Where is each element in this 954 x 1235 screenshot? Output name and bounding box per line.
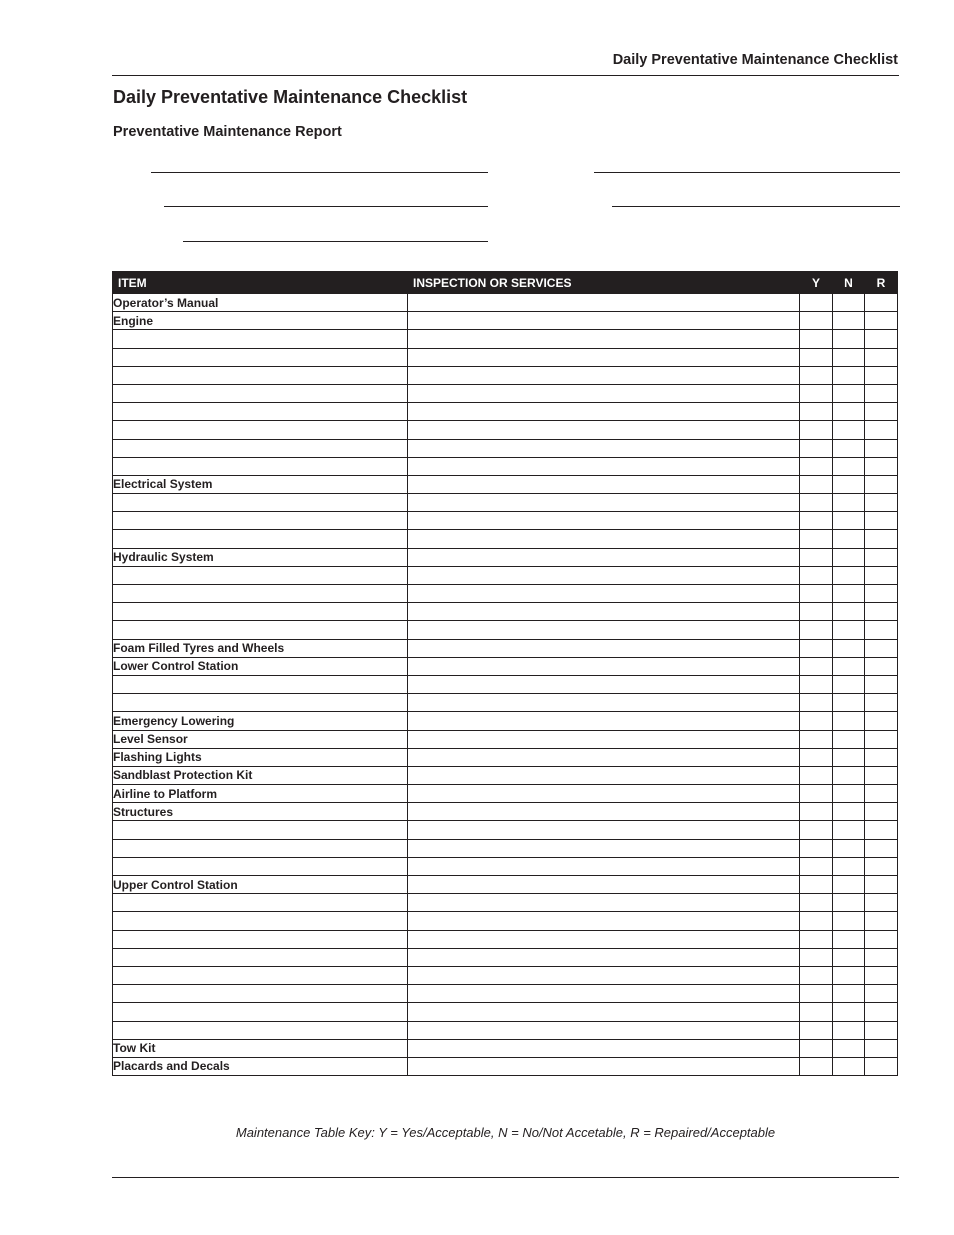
item-cell: Tow Kit: [113, 1039, 408, 1057]
y-checkbox-cell[interactable]: [800, 330, 833, 348]
sub-item-blank-cell[interactable]: [113, 894, 408, 912]
y-checkbox-cell[interactable]: [800, 312, 833, 330]
n-checkbox-cell[interactable]: [833, 366, 865, 384]
column-header-r: R: [865, 272, 898, 294]
table-row: [113, 294, 898, 312]
inspection-cell[interactable]: [408, 403, 800, 421]
inspection-cell[interactable]: [408, 439, 800, 457]
sub-item-blank-cell[interactable]: [113, 330, 408, 348]
table-row: [113, 930, 898, 948]
y-checkbox-cell[interactable]: [800, 512, 833, 530]
table-row: [113, 839, 898, 857]
y-checkbox-cell[interactable]: [800, 730, 833, 748]
table-row: [113, 785, 898, 803]
y-checkbox-cell[interactable]: [800, 839, 833, 857]
inspection-cell[interactable]: [408, 785, 800, 803]
y-checkbox-cell[interactable]: [800, 475, 833, 493]
inspection-cell[interactable]: [408, 766, 800, 784]
inspection-cell[interactable]: [408, 966, 800, 984]
inspection-cell[interactable]: [408, 876, 800, 894]
item-cell: Placards and Decals: [113, 1057, 408, 1075]
n-checkbox-cell[interactable]: [833, 348, 865, 366]
n-checkbox-cell[interactable]: [833, 930, 865, 948]
sub-item-blank-cell[interactable]: [113, 457, 408, 475]
n-checkbox-cell[interactable]: [833, 766, 865, 784]
y-checkbox-cell[interactable]: [800, 421, 833, 439]
r-checkbox-cell[interactable]: [865, 421, 898, 439]
item-cell: Operator’s Manual: [113, 294, 408, 312]
inspection-cell[interactable]: [408, 384, 800, 402]
sub-item-blank-cell[interactable]: [113, 821, 408, 839]
y-checkbox-cell[interactable]: [800, 966, 833, 984]
column-header-n: N: [833, 272, 865, 294]
y-checkbox-cell[interactable]: [800, 930, 833, 948]
sub-item-blank-cell[interactable]: [113, 585, 408, 603]
footer-divider: [112, 1177, 899, 1178]
n-checkbox-cell[interactable]: [833, 1057, 865, 1075]
inspection-cell[interactable]: [408, 475, 800, 493]
n-checkbox-cell[interactable]: [833, 857, 865, 875]
y-checkbox-cell[interactable]: [800, 1039, 833, 1057]
y-checkbox-cell[interactable]: [800, 948, 833, 966]
y-checkbox-cell[interactable]: [800, 821, 833, 839]
r-checkbox-cell[interactable]: [865, 1021, 898, 1039]
r-checkbox-cell[interactable]: [865, 966, 898, 984]
r-checkbox-cell[interactable]: [865, 912, 898, 930]
y-checkbox-cell[interactable]: [800, 621, 833, 639]
sub-item-blank-cell[interactable]: [113, 384, 408, 402]
r-checkbox-cell[interactable]: [865, 894, 898, 912]
inspection-cell[interactable]: [408, 730, 800, 748]
y-checkbox-cell[interactable]: [800, 766, 833, 784]
y-checkbox-cell[interactable]: [800, 439, 833, 457]
table-row: [113, 912, 898, 930]
n-checkbox-cell[interactable]: [833, 403, 865, 421]
item-cell: Airline to Platform: [113, 785, 408, 803]
blank-field-line-1[interactable]: [151, 172, 488, 173]
r-checkbox-cell[interactable]: [865, 876, 898, 894]
sub-item-blank-cell[interactable]: [113, 494, 408, 512]
item-cell: Upper Control Station: [113, 876, 408, 894]
table-row: [113, 439, 898, 457]
inspection-cell[interactable]: [408, 657, 800, 675]
column-header-item: ITEM: [113, 272, 408, 294]
n-checkbox-cell[interactable]: [833, 948, 865, 966]
running-header: Daily Preventative Maintenance Checklist: [612, 52, 898, 68]
inspection-cell[interactable]: [408, 985, 800, 1003]
sub-item-blank-cell[interactable]: [113, 1021, 408, 1039]
r-checkbox-cell[interactable]: [865, 294, 898, 312]
header-divider: [112, 75, 899, 76]
inspection-cell[interactable]: [408, 948, 800, 966]
n-checkbox-cell[interactable]: [833, 585, 865, 603]
r-checkbox-cell[interactable]: [865, 785, 898, 803]
y-checkbox-cell[interactable]: [800, 657, 833, 675]
table-row: [113, 857, 898, 875]
blank-field-line-3[interactable]: [164, 206, 488, 207]
y-checkbox-cell[interactable]: [800, 912, 833, 930]
inspection-cell[interactable]: [408, 803, 800, 821]
inspection-cell[interactable]: [408, 294, 800, 312]
r-checkbox-cell[interactable]: [865, 312, 898, 330]
table-row: [113, 712, 898, 730]
table-row: [113, 384, 898, 402]
inspection-cell[interactable]: [408, 312, 800, 330]
table-row: [113, 948, 898, 966]
inspection-cell[interactable]: [408, 330, 800, 348]
sub-item-blank-cell[interactable]: [113, 985, 408, 1003]
r-checkbox-cell[interactable]: [865, 639, 898, 657]
n-checkbox-cell[interactable]: [833, 512, 865, 530]
inspection-cell[interactable]: [408, 839, 800, 857]
sub-item-blank-cell[interactable]: [113, 675, 408, 693]
inspection-cell[interactable]: [408, 548, 800, 566]
y-checkbox-cell[interactable]: [800, 585, 833, 603]
table-row: [113, 639, 898, 657]
r-checkbox-cell[interactable]: [865, 475, 898, 493]
table-row: [113, 675, 898, 693]
n-checkbox-cell[interactable]: [833, 603, 865, 621]
r-checkbox-cell[interactable]: [865, 730, 898, 748]
sub-item-blank-cell[interactable]: [113, 348, 408, 366]
table-row: [113, 803, 898, 821]
item-cell: Level Sensor: [113, 730, 408, 748]
r-checkbox-cell[interactable]: [865, 621, 898, 639]
r-checkbox-cell[interactable]: [865, 948, 898, 966]
blank-field-line-5[interactable]: [183, 241, 488, 242]
n-checkbox-cell[interactable]: [833, 457, 865, 475]
r-checkbox-cell[interactable]: [865, 1057, 898, 1075]
n-checkbox-cell[interactable]: [833, 530, 865, 548]
y-checkbox-cell[interactable]: [800, 803, 833, 821]
n-checkbox-cell[interactable]: [833, 330, 865, 348]
inspection-cell[interactable]: [408, 603, 800, 621]
r-checkbox-cell[interactable]: [865, 675, 898, 693]
r-checkbox-cell[interactable]: [865, 494, 898, 512]
y-checkbox-cell[interactable]: [800, 876, 833, 894]
y-checkbox-cell[interactable]: [800, 748, 833, 766]
inspection-cell[interactable]: [408, 930, 800, 948]
n-checkbox-cell[interactable]: [833, 730, 865, 748]
r-checkbox-cell[interactable]: [865, 512, 898, 530]
item-cell: Electrical System: [113, 475, 408, 493]
r-checkbox-cell[interactable]: [865, 530, 898, 548]
n-checkbox-cell[interactable]: [833, 384, 865, 402]
table-row: [113, 876, 898, 894]
table-row: [113, 966, 898, 984]
item-cell: Flashing Lights: [113, 748, 408, 766]
n-checkbox-cell[interactable]: [833, 657, 865, 675]
inspection-cell[interactable]: [408, 621, 800, 639]
r-checkbox-cell[interactable]: [865, 712, 898, 730]
sub-item-blank-cell[interactable]: [113, 530, 408, 548]
y-checkbox-cell[interactable]: [800, 985, 833, 1003]
inspection-cell[interactable]: [408, 566, 800, 584]
n-checkbox-cell[interactable]: [833, 821, 865, 839]
table-row: [113, 585, 898, 603]
r-checkbox-cell[interactable]: [865, 403, 898, 421]
inspection-cell[interactable]: [408, 1057, 800, 1075]
table-row: [113, 512, 898, 530]
sub-item-blank-cell[interactable]: [113, 948, 408, 966]
table-row: [113, 603, 898, 621]
r-checkbox-cell[interactable]: [865, 930, 898, 948]
y-checkbox-cell[interactable]: [800, 1021, 833, 1039]
n-checkbox-cell[interactable]: [833, 985, 865, 1003]
r-checkbox-cell[interactable]: [865, 548, 898, 566]
sub-item-blank-cell[interactable]: [113, 857, 408, 875]
sub-item-blank-cell[interactable]: [113, 512, 408, 530]
table-row: [113, 1039, 898, 1057]
inspection-cell[interactable]: [408, 912, 800, 930]
r-checkbox-cell[interactable]: [865, 748, 898, 766]
n-checkbox-cell[interactable]: [833, 439, 865, 457]
table-row: [113, 766, 898, 784]
n-checkbox-cell[interactable]: [833, 548, 865, 566]
r-checkbox-cell[interactable]: [865, 457, 898, 475]
y-checkbox-cell[interactable]: [800, 712, 833, 730]
r-checkbox-cell[interactable]: [865, 694, 898, 712]
y-checkbox-cell[interactable]: [800, 1057, 833, 1075]
r-checkbox-cell[interactable]: [865, 348, 898, 366]
r-checkbox-cell[interactable]: [865, 657, 898, 675]
n-checkbox-cell[interactable]: [833, 785, 865, 803]
n-checkbox-cell[interactable]: [833, 312, 865, 330]
n-checkbox-cell[interactable]: [833, 475, 865, 493]
inspection-cell[interactable]: [408, 821, 800, 839]
inspection-cell[interactable]: [408, 366, 800, 384]
inspection-cell[interactable]: [408, 457, 800, 475]
r-checkbox-cell[interactable]: [865, 330, 898, 348]
sub-item-blank-cell[interactable]: [113, 366, 408, 384]
r-checkbox-cell[interactable]: [865, 766, 898, 784]
table-row: [113, 475, 898, 493]
n-checkbox-cell[interactable]: [833, 1003, 865, 1021]
item-cell: Sandblast Protection Kit: [113, 766, 408, 784]
inspection-cell[interactable]: [408, 530, 800, 548]
y-checkbox-cell[interactable]: [800, 603, 833, 621]
table-row: [113, 566, 898, 584]
item-cell: Engine: [113, 312, 408, 330]
n-checkbox-cell[interactable]: [833, 694, 865, 712]
inspection-cell[interactable]: [408, 1039, 800, 1057]
sub-item-blank-cell[interactable]: [113, 566, 408, 584]
n-checkbox-cell[interactable]: [833, 748, 865, 766]
table-header-row: [113, 272, 898, 294]
y-checkbox-cell[interactable]: [800, 894, 833, 912]
n-checkbox-cell[interactable]: [833, 639, 865, 657]
n-checkbox-cell[interactable]: [833, 803, 865, 821]
y-checkbox-cell[interactable]: [800, 366, 833, 384]
sub-item-blank-cell[interactable]: [113, 912, 408, 930]
inspection-cell[interactable]: [408, 1003, 800, 1021]
sub-item-blank-cell[interactable]: [113, 603, 408, 621]
table-row: [113, 730, 898, 748]
inspection-cell[interactable]: [408, 1021, 800, 1039]
table-row: [113, 330, 898, 348]
n-checkbox-cell[interactable]: [833, 621, 865, 639]
n-checkbox-cell[interactable]: [833, 566, 865, 584]
page-title: Daily Preventative Maintenance Checklist: [113, 87, 468, 107]
table-row: [113, 366, 898, 384]
column-header-y: Y: [800, 272, 833, 294]
inspection-cell[interactable]: [408, 894, 800, 912]
sub-item-blank-cell[interactable]: [113, 930, 408, 948]
sub-item-blank-cell[interactable]: [113, 403, 408, 421]
r-checkbox-cell[interactable]: [865, 439, 898, 457]
n-checkbox-cell[interactable]: [833, 1039, 865, 1057]
table-key-note: Maintenance Table Key: Y = Yes/Acceptable, N = No/Not Accetable, R = Repaired/Acceptable: [235, 1125, 776, 1140]
table-row: [113, 1003, 898, 1021]
item-cell: Emergency Lowering: [113, 712, 408, 730]
table-row: [113, 985, 898, 1003]
sub-item-blank-cell[interactable]: [113, 1003, 408, 1021]
r-checkbox-cell[interactable]: [865, 985, 898, 1003]
inspection-cell[interactable]: [408, 675, 800, 693]
table-row: [113, 494, 898, 512]
table-row: [113, 1021, 898, 1039]
r-checkbox-cell[interactable]: [865, 803, 898, 821]
item-cell: Structures: [113, 803, 408, 821]
sub-item-blank-cell[interactable]: [113, 694, 408, 712]
maintenance-checklist-table: [112, 271, 898, 1076]
item-cell: Lower Control Station: [113, 657, 408, 675]
item-cell: Foam Filled Tyres and Wheels: [113, 639, 408, 657]
n-checkbox-cell[interactable]: [833, 912, 865, 930]
r-checkbox-cell[interactable]: [865, 384, 898, 402]
r-checkbox-cell[interactable]: [865, 566, 898, 584]
n-checkbox-cell[interactable]: [833, 1021, 865, 1039]
inspection-cell[interactable]: [408, 639, 800, 657]
blank-field-line-2[interactable]: [594, 172, 900, 173]
table-row: [113, 657, 898, 675]
sub-item-blank-cell[interactable]: [113, 966, 408, 984]
y-checkbox-cell[interactable]: [800, 294, 833, 312]
item-cell: Hydraulic System: [113, 548, 408, 566]
r-checkbox-cell[interactable]: [865, 839, 898, 857]
r-checkbox-cell[interactable]: [865, 366, 898, 384]
table-row: [113, 548, 898, 566]
table-body: [113, 294, 898, 1076]
table-row: [113, 312, 898, 330]
blank-field-line-4[interactable]: [612, 206, 900, 207]
r-checkbox-cell[interactable]: [865, 857, 898, 875]
table-row: [113, 457, 898, 475]
n-checkbox-cell[interactable]: [833, 675, 865, 693]
y-checkbox-cell[interactable]: [800, 494, 833, 512]
r-checkbox-cell[interactable]: [865, 821, 898, 839]
column-header-inspection: INSPECTION OR SERVICES: [408, 272, 800, 294]
inspection-cell[interactable]: [408, 348, 800, 366]
sub-item-blank-cell[interactable]: [113, 839, 408, 857]
n-checkbox-cell[interactable]: [833, 966, 865, 984]
y-checkbox-cell[interactable]: [800, 530, 833, 548]
sub-item-blank-cell[interactable]: [113, 439, 408, 457]
inspection-cell[interactable]: [408, 494, 800, 512]
inspection-cell[interactable]: [408, 694, 800, 712]
r-checkbox-cell[interactable]: [865, 1039, 898, 1057]
inspection-cell[interactable]: [408, 512, 800, 530]
n-checkbox-cell[interactable]: [833, 294, 865, 312]
table-row: [113, 348, 898, 366]
n-checkbox-cell[interactable]: [833, 712, 865, 730]
y-checkbox-cell[interactable]: [800, 857, 833, 875]
n-checkbox-cell[interactable]: [833, 894, 865, 912]
y-checkbox-cell[interactable]: [800, 403, 833, 421]
n-checkbox-cell[interactable]: [833, 839, 865, 857]
table-row: [113, 621, 898, 639]
table-row: [113, 403, 898, 421]
table-row: [113, 530, 898, 548]
y-checkbox-cell[interactable]: [800, 457, 833, 475]
y-checkbox-cell[interactable]: [800, 639, 833, 657]
r-checkbox-cell[interactable]: [865, 603, 898, 621]
table-row: [113, 748, 898, 766]
y-checkbox-cell[interactable]: [800, 694, 833, 712]
y-checkbox-cell[interactable]: [800, 348, 833, 366]
y-checkbox-cell[interactable]: [800, 384, 833, 402]
sub-item-blank-cell[interactable]: [113, 621, 408, 639]
y-checkbox-cell[interactable]: [800, 785, 833, 803]
table-row: [113, 694, 898, 712]
table-row: [113, 1057, 898, 1075]
inspection-cell[interactable]: [408, 421, 800, 439]
y-checkbox-cell[interactable]: [800, 548, 833, 566]
n-checkbox-cell[interactable]: [833, 494, 865, 512]
y-checkbox-cell[interactable]: [800, 566, 833, 584]
y-checkbox-cell[interactable]: [800, 675, 833, 693]
inspection-cell[interactable]: [408, 585, 800, 603]
inspection-cell[interactable]: [408, 857, 800, 875]
n-checkbox-cell[interactable]: [833, 876, 865, 894]
inspection-cell[interactable]: [408, 748, 800, 766]
page-subtitle: Preventative Maintenance Report: [113, 124, 342, 140]
table-row: [113, 821, 898, 839]
r-checkbox-cell[interactable]: [865, 1003, 898, 1021]
y-checkbox-cell[interactable]: [800, 1003, 833, 1021]
table-row: [113, 421, 898, 439]
table-row: [113, 894, 898, 912]
inspection-cell[interactable]: [408, 712, 800, 730]
sub-item-blank-cell[interactable]: [113, 421, 408, 439]
n-checkbox-cell[interactable]: [833, 421, 865, 439]
r-checkbox-cell[interactable]: [865, 585, 898, 603]
